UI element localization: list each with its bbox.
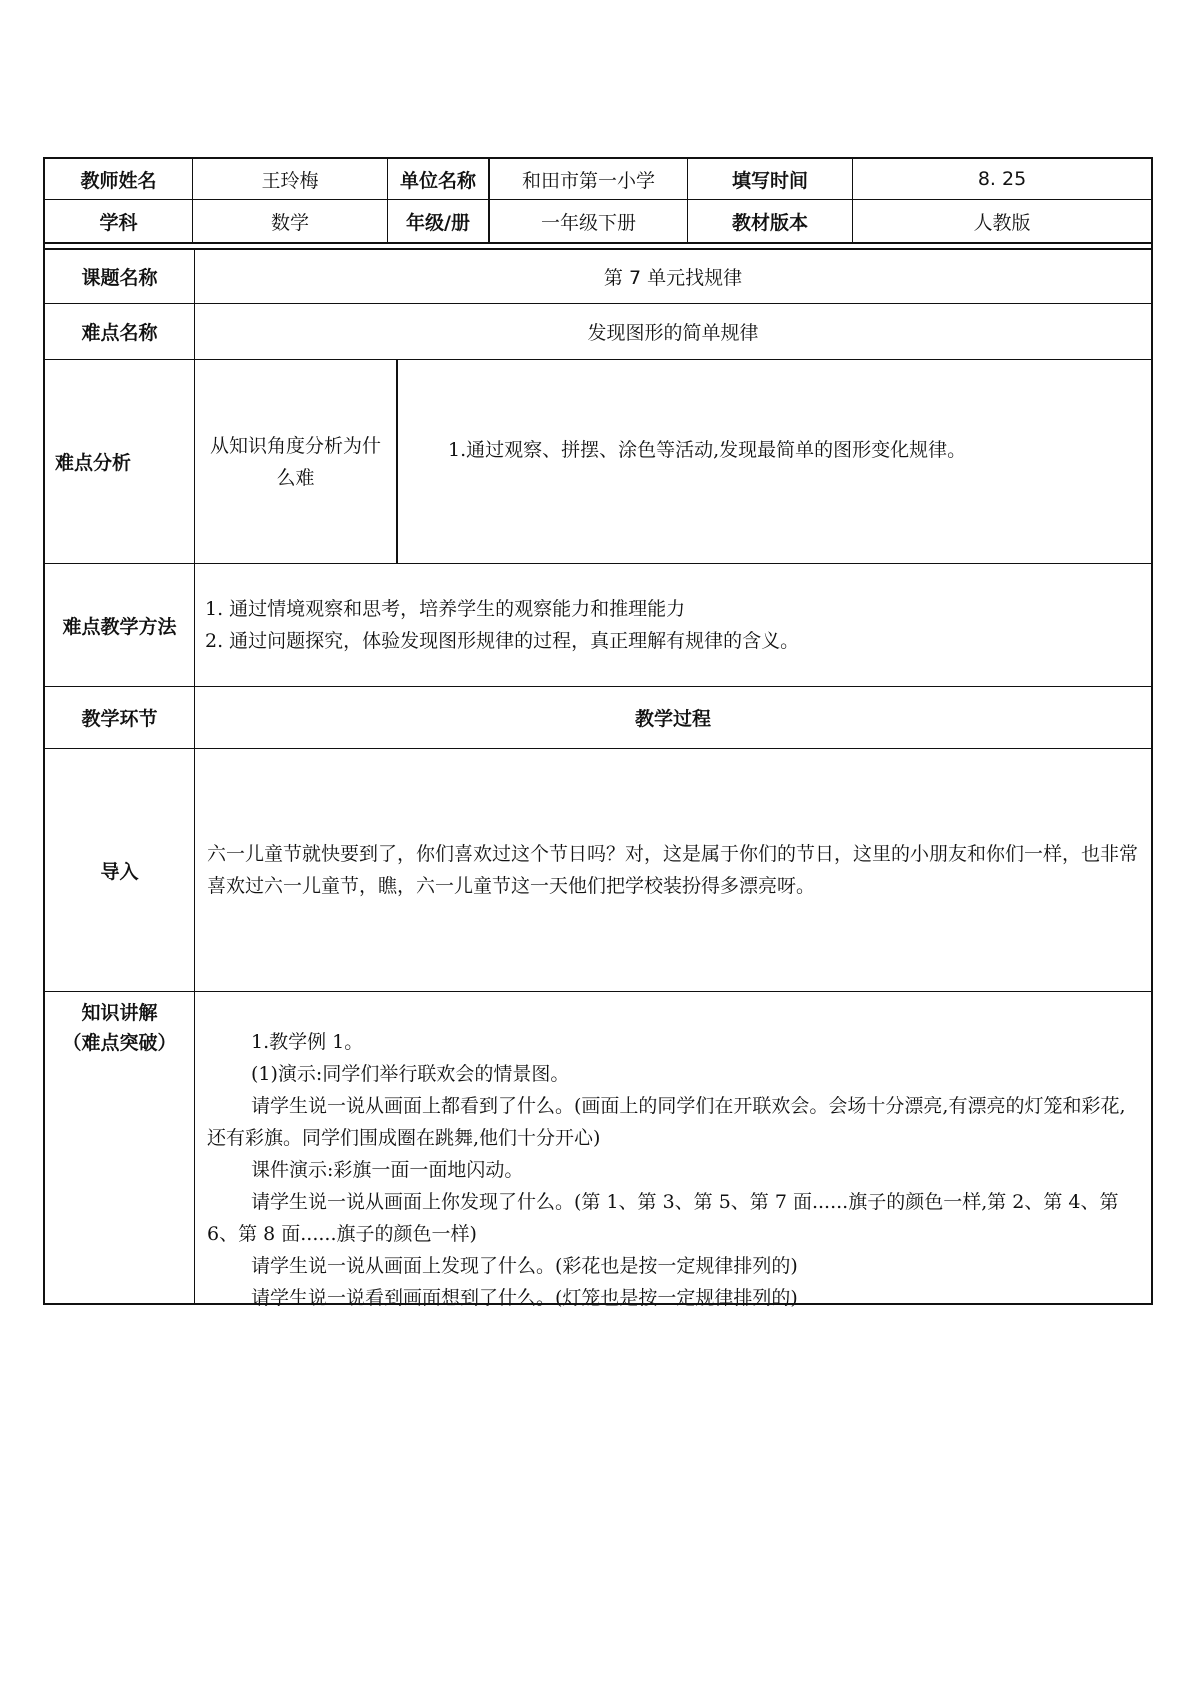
topic-label: 课题名称 [45, 250, 195, 303]
teacher-label: 教师姓名 [45, 159, 193, 199]
knowledge-line-3: 请学生说一说从画面上都看到了什么。(画面上的同学们在开联欢会。会场十分漂亮,有漂亮的灯笼和彩花,还有彩旗。同学们围成圈在跳舞,他们十分开心) [207, 1095, 1126, 1149]
subject-value: 数学 [193, 200, 388, 242]
edition-value: 人教版 [973, 211, 1031, 234]
method-row [43, 564, 1153, 687]
knowledge-line-7: 请学生说一说看到画面想到了什么。(灯笼也是按一定规律排列的) [251, 1287, 798, 1309]
difficulty-row [43, 304, 1153, 360]
intro-content: 六一儿童节就快要到了，你们喜欢过这个节日吗？对，这是属于你们的节日，这里的小朋友和你们一样，也非常喜欢过六一儿童节，瞧，六一儿童节这一天他们把学校装扮得多漂亮呀。 [207, 843, 1139, 897]
process-label: 教学环节 [45, 687, 195, 748]
date-label: 填写时间 [688, 159, 853, 199]
knowledge-content [195, 992, 1151, 1309]
knowledge-label-line-2: （难点突破） [62, 1032, 177, 1054]
knowledge-line-1: 1.教学例 1。 [251, 1031, 364, 1053]
knowledge-row [43, 992, 1153, 1309]
analysis-sublabel: 从知识角度分析为什么难 [195, 360, 398, 563]
date-value: 8. 25 [977, 168, 1027, 190]
grade-label: 年级/册 [388, 200, 490, 242]
subject-label: 学科 [45, 200, 193, 242]
knowledge-line-2: (1)演示:同学们举行联欢会的情景图。 [251, 1063, 570, 1085]
edition-label: 教材版本 [688, 200, 853, 242]
method-content [195, 564, 1151, 686]
knowledge-line-5: 请学生说一说从画面上你发现了什么。(第 1、第 3、第 5、第 7 面......旗子的颜色一样,第 2、第 4、第 6、第 8 面......旗子的颜色一样) [207, 1191, 1119, 1245]
knowledge-label [45, 992, 195, 1303]
analysis-label: 难点分析 [45, 360, 195, 563]
grade-value: 一年级下册 [490, 200, 688, 242]
header-row-2 [43, 200, 1153, 244]
process-value: 教学过程 [634, 708, 711, 730]
topic-row [43, 248, 1153, 304]
method-label: 难点教学方法 [45, 564, 195, 686]
topic-value: 第 7 单元找规律 [603, 267, 743, 289]
header-row-1 [43, 157, 1153, 200]
difficulty-value: 发现图形的简单规律 [587, 322, 759, 344]
unit-label: 单位名称 [388, 159, 490, 199]
analysis-row [43, 360, 1153, 564]
method-line-1: 1. 通过情境观察和思考，培养学生的观察能力和推理能力 [205, 598, 686, 620]
process-header-row [43, 687, 1153, 749]
intro-row [43, 749, 1153, 992]
knowledge-label-line-1: 知识讲解 [81, 1002, 158, 1024]
knowledge-line-6: 请学生说一说从画面上发现了什么。(彩花也是按一定规律排列的) [251, 1255, 798, 1277]
method-line-2: 2. 通过问题探究，体验发现图形规律的过程，真正理解有规律的含义。 [205, 630, 800, 652]
analysis-content: 1.通过观察、拼摆、涂色等活动,发现最简单的图形变化规律。 [448, 439, 967, 461]
intro-label: 导入 [45, 749, 195, 991]
difficulty-label: 难点名称 [45, 304, 195, 359]
knowledge-line-4: 课件演示:彩旗一面一面地闪动。 [251, 1159, 524, 1181]
teacher-value: 王玲梅 [193, 159, 388, 199]
lesson-plan-table [43, 157, 1153, 1309]
unit-value: 和田市第一小学 [490, 159, 688, 199]
